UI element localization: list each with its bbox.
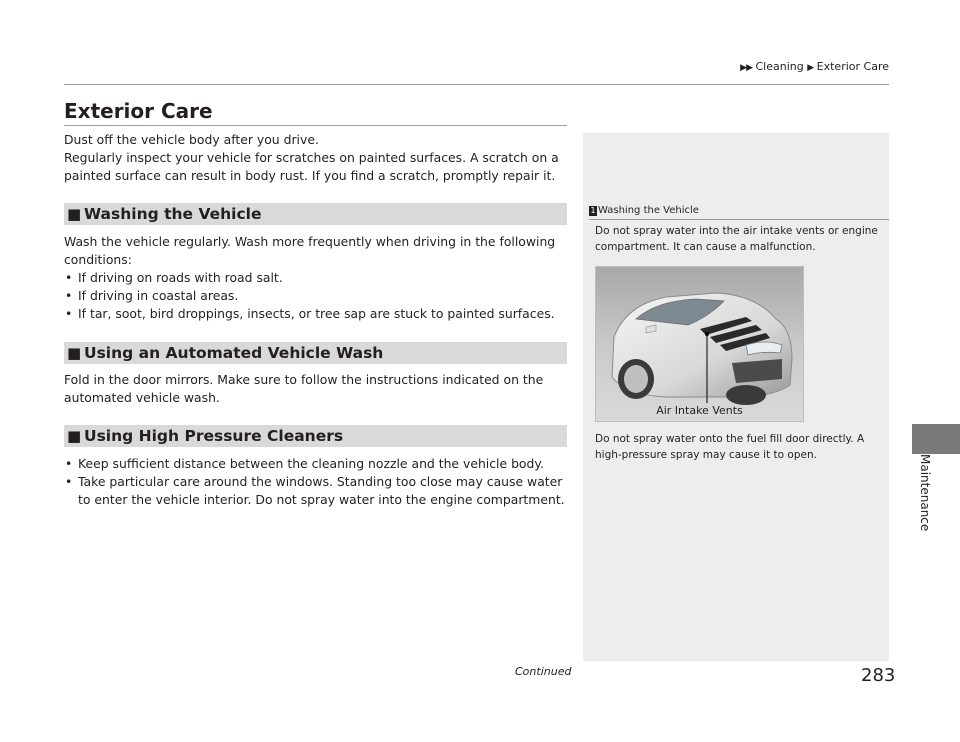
- continued-label: Continued: [515, 665, 572, 678]
- list-item: • If driving on roads with road salt.: [65, 270, 283, 285]
- header-divider: [64, 84, 889, 85]
- section-heading-automated-wash: [64, 342, 567, 364]
- reference-number-icon: 1: [590, 206, 596, 215]
- section-heading-washing: [64, 203, 567, 225]
- washing-bullet-list: [64, 269, 569, 323]
- automated-wash-body: Fold in the door mirrors. Make sure to follow the instructions indicated on the automated vehicle wash.: [64, 372, 544, 405]
- page-number: 283: [861, 665, 896, 686]
- section-heading-high-pressure: [64, 425, 567, 447]
- list-item: • Take particular care around the windows. Standing too close may cause water to enter the vehicle interior. Do not spray water into the engine compartment.: [65, 474, 565, 507]
- bullet-icon: •: [65, 306, 73, 321]
- photo-caption: Air Intake Vents: [656, 404, 743, 417]
- title-divider: [64, 125, 567, 126]
- bullet-icon: •: [65, 270, 73, 285]
- sidebar-note-panel: [583, 133, 889, 661]
- page-title: Exterior Care: [64, 99, 213, 123]
- breadcrumb-item-cleaning[interactable]: Cleaning: [755, 60, 804, 73]
- section-heading-text: Washing the Vehicle: [84, 205, 262, 223]
- sidebar-note-2: Do not spray water onto the fuel fill door directly. A high-pressure spray may cause it to open.: [595, 433, 865, 461]
- high-pressure-bullet-list: [64, 455, 569, 509]
- bullet-icon: •: [65, 288, 73, 303]
- breadcrumb-item-exterior-care[interactable]: Exterior Care: [816, 60, 889, 73]
- section-marker-icon: ■: [67, 344, 82, 362]
- section-marker-icon: ■: [67, 205, 82, 223]
- list-item: • If tar, soot, bird droppings, insects, or tree sap are stuck to painted surfaces.: [65, 306, 555, 321]
- car-photo: [595, 266, 804, 422]
- washing-body: Wash the vehicle regularly. Wash more frequently when driving in the following conditions:: [64, 234, 556, 267]
- sidebar-divider: [589, 219, 889, 220]
- breadcrumb-arrow-icon: ▶▶: [740, 63, 752, 73]
- list-item: • Keep sufficient distance between the cleaning nozzle and the vehicle body.: [65, 456, 544, 471]
- car-illustration: [596, 267, 804, 422]
- intro-line-1: Dust off the vehicle body after you drive.: [64, 132, 319, 147]
- breadcrumb-arrow-icon: ▶: [807, 63, 814, 73]
- sidebar-note-1: Do not spray water into the air intake vents or engine compartment. It can cause a malfunction.: [595, 225, 878, 253]
- section-tab-marker: [912, 424, 960, 454]
- intro-line-2: Regularly inspect your vehicle for scratches on painted surfaces. A scratch on a painted surface can result in body rust. If you find a scratch, promptly repair it.: [64, 150, 559, 183]
- sidebar-heading: [589, 205, 699, 216]
- section-tab-label: Maintenance: [918, 454, 932, 532]
- bullet-icon: •: [65, 456, 73, 471]
- breadcrumb: [740, 60, 889, 73]
- section-heading-text: Using an Automated Vehicle Wash: [84, 344, 384, 362]
- section-heading-text: Using High Pressure Cleaners: [84, 427, 344, 445]
- bullet-icon: •: [65, 474, 73, 489]
- section-marker-icon: ■: [67, 427, 82, 445]
- list-item: • If driving in coastal areas.: [65, 288, 239, 303]
- sidebar-heading-text: Washing the Vehicle: [598, 205, 699, 216]
